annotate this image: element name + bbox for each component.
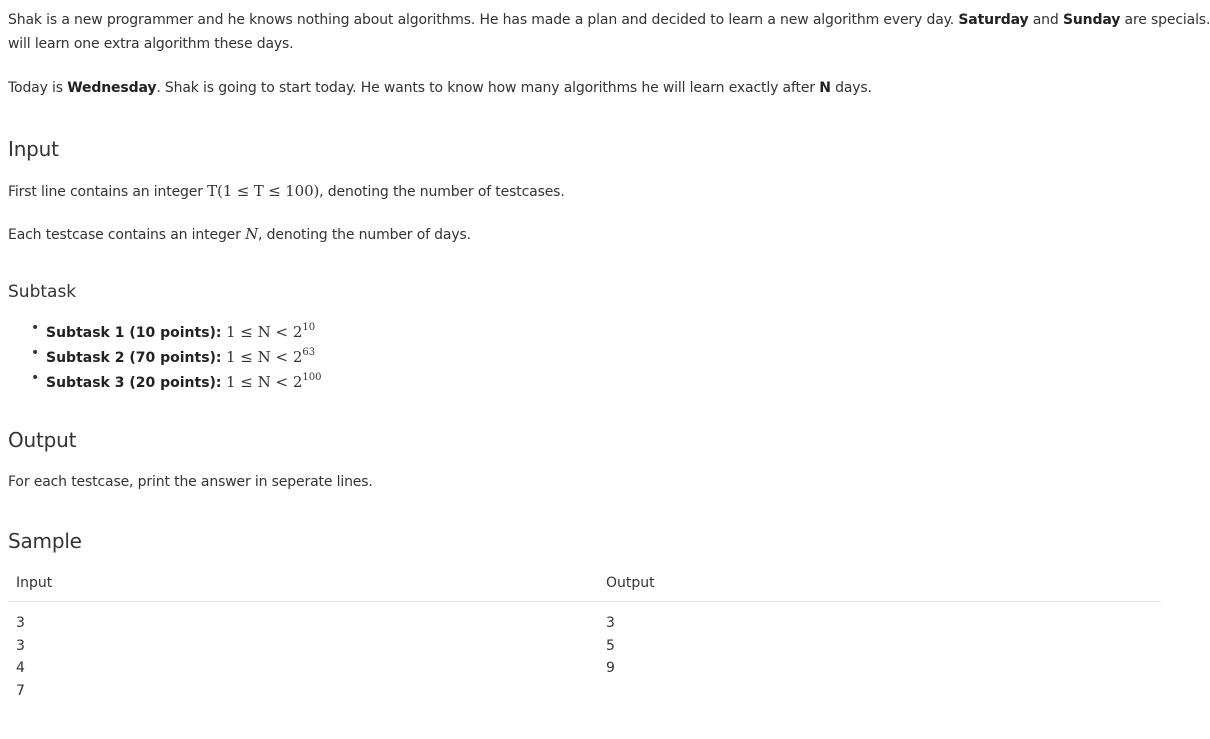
input-line-1-text: First line contains an integer xyxy=(8,184,208,200)
subtask-math xyxy=(226,323,315,341)
sample-input-line: 7 xyxy=(16,683,25,700)
input-line-1 xyxy=(8,179,565,204)
subtask-label: Subtask 2 (70 points): xyxy=(46,350,222,366)
output-heading: Output xyxy=(8,428,77,452)
subtask-heading: Subtask xyxy=(8,282,77,302)
input-line-2-text: Each testcase contains an integer xyxy=(8,227,246,243)
output-text: For each testcase, print the answer in seperate lines. xyxy=(8,474,373,490)
intro-text: and xyxy=(1028,12,1063,28)
subtask-math xyxy=(226,348,315,366)
subtask-math-base: 1 ≤ N < 2 xyxy=(225,348,303,366)
sample-table-header xyxy=(8,572,1161,602)
subtask-math-exponent: 63 xyxy=(302,347,316,358)
input-line-2-math: N xyxy=(245,225,259,243)
subtask-math xyxy=(226,373,322,391)
today-text: days. xyxy=(830,80,872,96)
sample-output-line: 5 xyxy=(606,637,615,654)
intro-text-line2: will learn one extra algorithm these days. xyxy=(8,36,294,52)
subtask-math-exponent: 100 xyxy=(302,372,322,383)
subtask-math-exponent: 10 xyxy=(302,322,316,333)
today-text: . Shak is going to start today. He wants to know how many algorithms he will learn exactly after xyxy=(156,80,820,96)
subtask-label: Subtask 1 (10 points): xyxy=(46,325,222,341)
bullet-icon: • xyxy=(31,370,40,386)
input-line-2 xyxy=(8,222,471,247)
subtask-list xyxy=(8,316,322,391)
sample-output-header: Output xyxy=(606,575,655,591)
intro-bold-saturday: Saturday xyxy=(958,12,1029,28)
subtask-label: Subtask 3 (20 points): xyxy=(46,375,222,391)
sample-heading: Sample xyxy=(8,529,82,553)
input-heading: Input xyxy=(8,137,59,161)
sample-input-block[interactable] xyxy=(16,612,25,703)
subtask-math-base: 1 ≤ N < 2 xyxy=(225,373,303,391)
subtask-item xyxy=(31,366,322,391)
input-line-2-text-post: , denoting the number of days. xyxy=(258,227,471,243)
input-line-1-math: T(1 ≤ T ≤ 100) xyxy=(207,182,320,200)
today-bold-n: N xyxy=(819,80,831,96)
sample-input-header: Input xyxy=(16,575,53,591)
bullet-icon: • xyxy=(31,345,40,361)
today-bold-wednesday: Wednesday xyxy=(67,80,157,96)
sample-table-body xyxy=(8,602,1161,712)
today-text: Today is xyxy=(8,80,68,96)
bullet-icon: • xyxy=(31,320,40,336)
sample-input-line: 4 xyxy=(16,660,25,677)
sample-table xyxy=(8,572,1161,712)
sample-input-line: 3 xyxy=(16,615,25,631)
intro-text: Shak is a new programmer and he knows nothing about algorithms. He has made a plan and decided to learn a new algorithm every day. xyxy=(8,12,959,28)
subtask-math-base: 1 ≤ N < 2 xyxy=(225,323,303,341)
input-line-1-text-post: , denoting the number of testcases. xyxy=(319,184,565,200)
subtask-item xyxy=(31,316,322,341)
intro-bold-sunday: Sunday xyxy=(1062,12,1121,28)
today-paragraph xyxy=(8,76,872,100)
sample-output-line: 3 xyxy=(606,615,615,631)
sample-output-block[interactable] xyxy=(606,612,615,680)
sample-input-line: 3 xyxy=(16,637,25,654)
intro-text: are specials. xyxy=(1120,12,1210,28)
subtask-item xyxy=(31,341,322,366)
sample-output-line: 9 xyxy=(606,660,615,677)
intro-paragraph xyxy=(8,8,1210,56)
